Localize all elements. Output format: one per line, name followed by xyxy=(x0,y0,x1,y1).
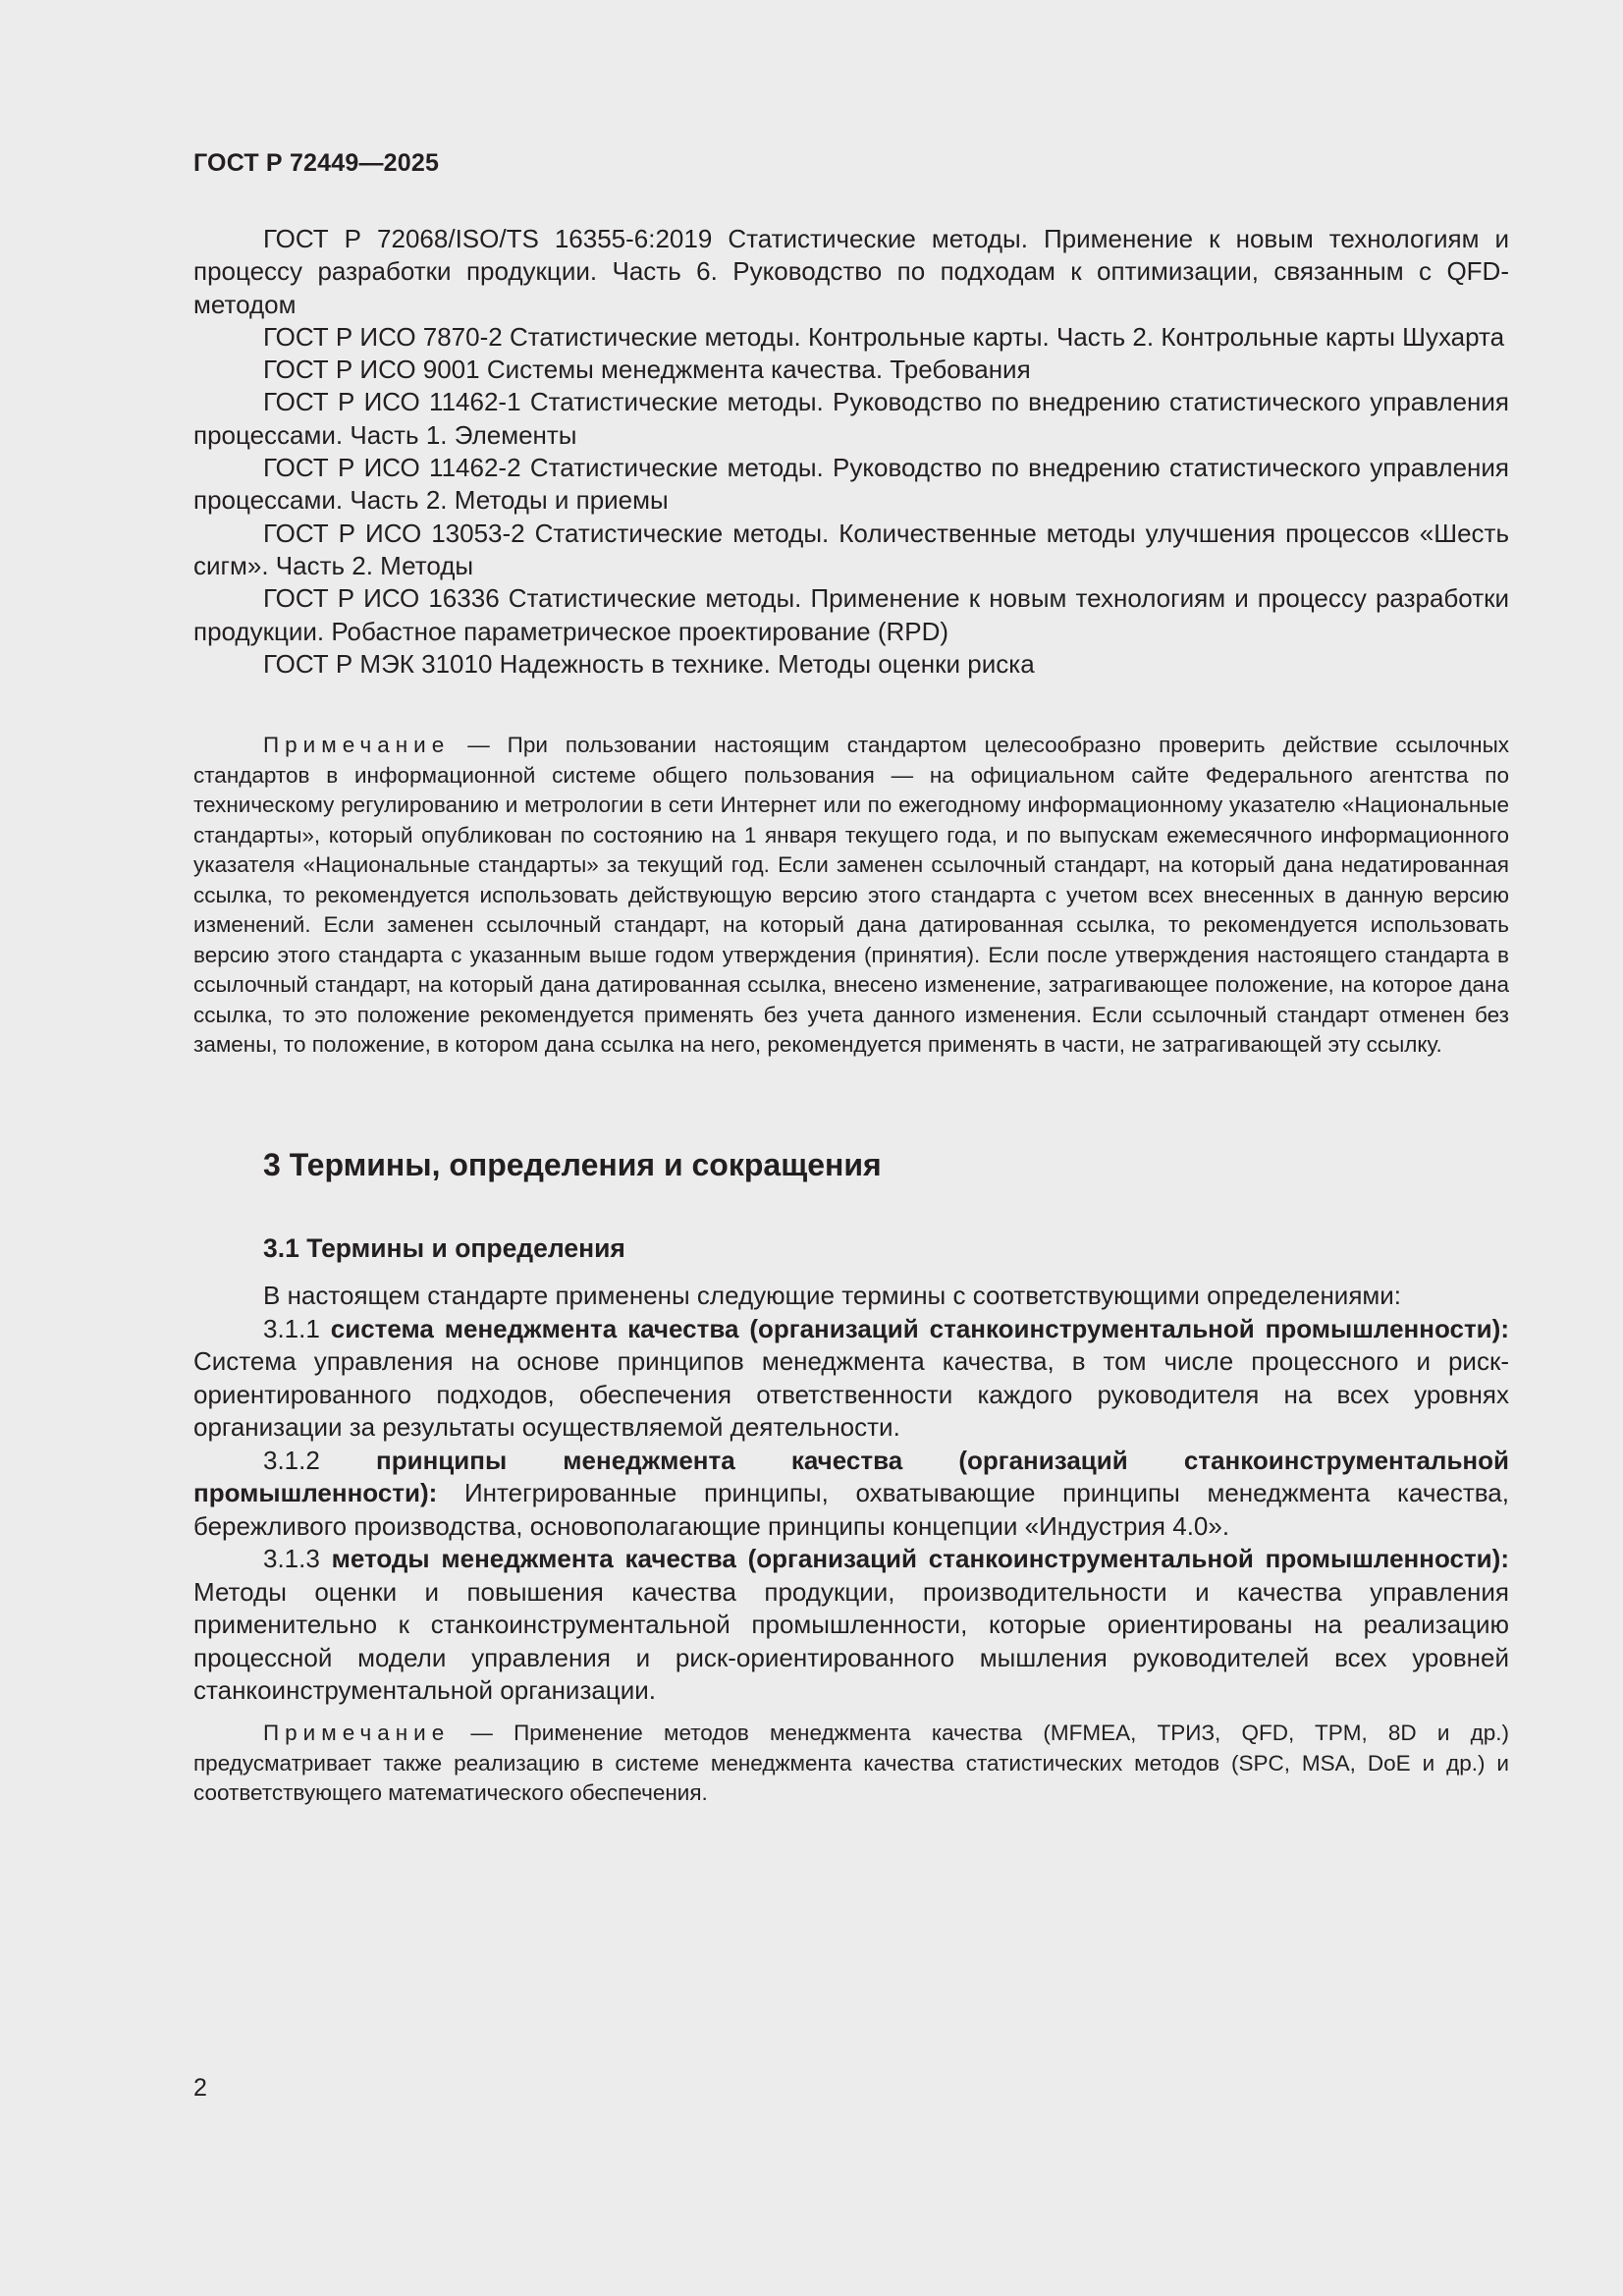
term-definition: Система управления на основе принципов менеджмента качества, в том числе процессного и риск-ориентированного подходов, обеспечения ответственности каждого руководителя на всех уровнях организации за результаты осуществляемой деятельности. xyxy=(193,1346,1509,1442)
terms-intro: В настоящем стандарте применены следующие термины с соответствующими определениями: xyxy=(263,1281,1402,1310)
reference-item: ГОСТ Р ИСО 11462-2 Статистические методы. Руководство по внедрению статистического управления процессами. Часть 2. Методы и приемы xyxy=(193,453,1509,516)
normative-references-list xyxy=(193,223,1509,681)
terms-list xyxy=(193,1280,1509,1708)
document-header: ГОСТ Р 72449—2025 xyxy=(193,149,440,177)
reference-item: ГОСТ Р ИСО 13053-2 Статистические методы. Количественные методы улучшения процессов «Шесть сигм». Часть 2. Методы xyxy=(193,518,1509,580)
term-definition: Методы оценки и повышения качества продукции, производительности и качества управления применительно к станкоинструментальной промышленности, которые ориентированы на реализацию процессной модели управления и риск-ориентированного мышления руководителей всех уровней станкоинструментальной организации. xyxy=(193,1576,1509,1705)
term-entry xyxy=(193,1313,1509,1445)
term-definition: Интегрированные принципы, охватывающие принципы менеджмента качества, бережливого производства, основополагающие принципы концепции «Индустрия 4.0». xyxy=(193,1478,1509,1541)
term-entry xyxy=(193,1543,1509,1708)
note-label: Примечание xyxy=(263,1721,451,1745)
references-note xyxy=(193,731,1509,1061)
reference-item: ГОСТ Р ИСО 7870-2 Статистические методы. Контрольные карты. Часть 2. Контрольные карты Шухарта xyxy=(263,321,1505,352)
note-label: Примечание xyxy=(263,733,451,757)
reference-item: ГОСТ Р 72068/ISO/TS 16355-6:2019 Статистические методы. Применение к новым технологиям и процессу разработки продукции. Часть 6. Руководство по подходам к оптимизации, связанным с QFD-методом xyxy=(193,224,1509,319)
term-entry xyxy=(193,1445,1509,1544)
term-number: 3.1.2 xyxy=(263,1445,376,1475)
note-dash: — xyxy=(450,733,508,757)
note-text: При пользовании настоящим стандартом целесообразно проверить действие ссылочных стандартов в информационной системе общего пользования — на официальном сайте Федерального агентства по техническому регулированию и метрологии в сети Интернет или по ежегодному информационному указателю «Национальные стандарты», который опубликован по состоянию на 1 января текущего года, и по выпускам ежемесячного информационного указателя «Национальные стандарты» за текущий год. Если заменен ссылочный стандарт, на который дана недатированная ссылка, то рекомендуется использовать действующую версию этого стандарта с учетом всех внесенных в данную версию изменений. Если заменен ссылочный стандарт, на который дана датированная ссылка, то рекомендуется использовать версию этого стандарта с указанным выше годом утверждения (принятия). Если после утверждения настоящего стандарта в ссылочный стандарт, на который дана датированная ссылка, внесено изменение, затрагивающее положение, на которое дана ссылка, то это положение рекомендуется применять без учета данного изменения. Если ссылочный стандарт отменен без замены, то положение, в котором дана ссылка на него, рекомендуется применять в части, не затрагивающей эту ссылку. xyxy=(193,733,1509,1057)
reference-item: ГОСТ Р ИСО 11462-1 Статистические методы. Руководство по внедрению статистического управления процессами. Часть 1. Элементы xyxy=(193,387,1509,450)
term-number: 3.1.1 xyxy=(263,1313,331,1343)
section-3-heading: 3 Термины, определения и сокращения xyxy=(263,1147,882,1182)
reference-item: ГОСТ Р ИСО 16336 Статистические методы. Применение к новым технологиям и процессу разработки продукции. Робастное параметрическое проектирование (RPD) xyxy=(193,583,1509,646)
note-dash: — xyxy=(450,1721,514,1745)
term-name: методы менеджмента качества (организаций станкоинструментальной промышленности): xyxy=(331,1544,1509,1573)
subsection-3-1-heading: 3.1 Термины и определения xyxy=(263,1233,625,1263)
reference-item: ГОСТ Р ИСО 9001 Системы менеджмента качества. Требования xyxy=(263,355,1031,385)
reference-item: ГОСТ Р МЭК 31010 Надежность в технике. Методы оценки риска xyxy=(263,648,1035,679)
term-name: принципы менеджмента качества (организаций станкоинструментальной промышленности): xyxy=(193,1445,1509,1507)
term-number: 3.1.3 xyxy=(263,1544,332,1573)
terms-note xyxy=(193,1719,1509,1809)
page-number: 2 xyxy=(193,2074,207,2102)
term-name: система менеджмента качества (организаций станкоинструментальной промышленности): xyxy=(330,1313,1509,1343)
note-text: Применение методов менеджмента качества (MFMEA, ТРИЗ, QFD, TPM, 8D и др.) предусматривает также реализацию в системе менеджмента качества статистических методов (SPC, MSA, DoE и др.) и соответствующего математического обеспечения. xyxy=(193,1721,1509,1805)
